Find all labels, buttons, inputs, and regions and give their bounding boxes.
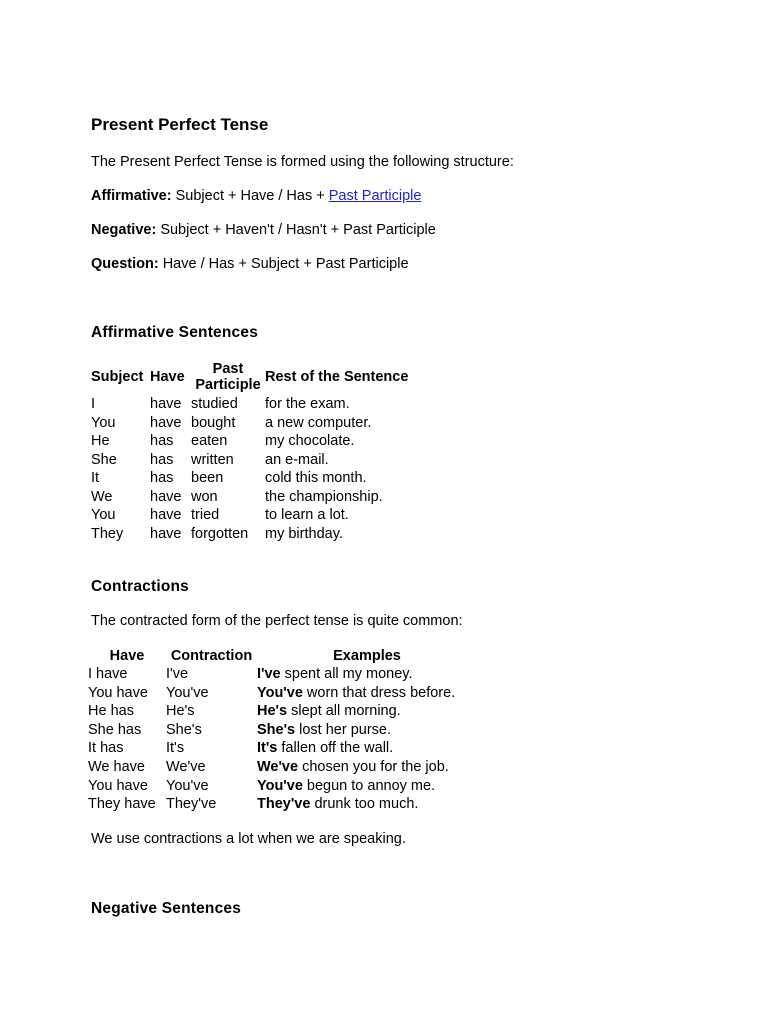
cell-participle: studied <box>191 396 238 412</box>
table-row <box>91 414 465 433</box>
cell-subject: It <box>91 470 100 486</box>
contractions-heading: Contractions <box>91 578 189 595</box>
cell-example <box>257 665 477 684</box>
cell-example <box>257 777 477 796</box>
contractions-outro: We use contractions a lot when we are speaking. <box>91 831 406 847</box>
table-row <box>91 395 465 414</box>
header-rest: Rest of the Sentence <box>265 369 409 385</box>
question-formula: Have / Has + Subject + Past Participle <box>162 256 409 272</box>
cell-contraction: She's <box>166 721 202 738</box>
cell-rest: the championship. <box>265 488 383 505</box>
table-row <box>88 665 477 684</box>
example-rest: drunk too much. <box>310 796 419 813</box>
table-row <box>88 777 477 796</box>
cell-participle: been <box>191 470 224 486</box>
table-row <box>91 432 465 451</box>
cell-have-full: You have <box>88 684 148 701</box>
cell-rest: an e-mail. <box>265 451 329 468</box>
cell-contraction: You've <box>166 684 209 701</box>
example-rest: slept all morning. <box>287 703 401 720</box>
negative-heading: Negative Sentences <box>91 900 242 917</box>
example-contraction: I've <box>257 666 281 682</box>
cell-rest: my birthday. <box>265 525 343 542</box>
cell-have-full: I have <box>88 666 128 682</box>
cell-participle: won <box>191 488 218 505</box>
contractions-table <box>88 647 477 814</box>
table-row <box>88 795 477 814</box>
example-contraction: He's <box>257 703 288 720</box>
cell-example <box>257 684 477 703</box>
cell-subject: She <box>91 451 117 468</box>
cell-have-full: We have <box>88 758 145 775</box>
example-rest: begun to annoy me. <box>302 777 436 794</box>
example-contraction: You've <box>257 777 303 794</box>
cell-example <box>257 702 477 721</box>
cell-have: have <box>150 396 182 412</box>
example-rest: spent all my money. <box>280 666 413 682</box>
cell-have-full: She has <box>88 721 142 738</box>
header-past-participle <box>191 359 265 395</box>
cell-participle: eaten <box>191 433 228 449</box>
header-subject: Subject <box>91 369 144 385</box>
cell-have: have <box>150 414 182 431</box>
cell-contraction: We've <box>166 758 206 775</box>
cell-have: have <box>150 488 182 505</box>
cell-subject: You <box>91 414 116 431</box>
affirmative-header-row <box>91 359 465 395</box>
table-row <box>91 525 465 544</box>
cell-subject: We <box>91 488 113 505</box>
table-row <box>88 702 477 721</box>
negative-label: Negative: <box>91 222 157 238</box>
contractions-table-body <box>88 665 477 814</box>
header-past-participle-line1: Past <box>212 361 244 377</box>
table-row <box>88 758 477 777</box>
example-rest: chosen you for the job. <box>298 758 449 775</box>
cell-have: has <box>150 433 174 449</box>
cell-example <box>257 721 477 740</box>
contractions-header-row <box>88 647 477 665</box>
cell-contraction: I've <box>166 666 189 682</box>
cell-contraction: You've <box>166 777 209 794</box>
cell-subject: They <box>91 525 124 542</box>
example-rest: fallen off the wall. <box>277 740 394 757</box>
cell-rest: to learn a lot. <box>265 507 349 523</box>
cell-rest: a new computer. <box>265 414 372 431</box>
cell-example <box>257 795 477 814</box>
cell-subject: You <box>91 507 116 523</box>
cell-have: have <box>150 507 182 523</box>
example-contraction: She's <box>257 721 296 738</box>
table-row <box>88 684 477 703</box>
cell-have-full: They have <box>88 796 156 813</box>
cell-participle: written <box>191 451 234 468</box>
header-have-full: Have <box>109 648 145 664</box>
cell-example <box>257 758 477 777</box>
cell-contraction: He's <box>166 703 195 720</box>
question-label: Question: <box>91 256 159 272</box>
cell-have: have <box>150 525 182 542</box>
cell-contraction: They've <box>166 796 217 813</box>
intro-paragraph: The Present Perfect Tense is formed using the following structure: <box>91 154 514 170</box>
cell-rest: cold this month. <box>265 470 367 486</box>
cell-example <box>257 739 477 758</box>
question-structure <box>91 256 409 272</box>
table-row <box>88 721 477 740</box>
cell-participle: bought <box>191 414 236 431</box>
cell-subject: I <box>91 396 96 412</box>
affirmative-label: Affirmative: <box>91 188 172 204</box>
header-examples: Examples <box>333 648 401 664</box>
table-row <box>91 506 465 525</box>
negative-structure <box>91 222 436 238</box>
cell-have-full: He has <box>88 703 134 720</box>
header-have: Have <box>150 369 185 385</box>
cell-have-full: You have <box>88 777 148 794</box>
affirmative-structure <box>91 188 421 204</box>
affirmative-table-body <box>91 395 465 543</box>
header-past-participle-line2: Participle <box>195 377 261 393</box>
cell-subject: He <box>91 433 110 449</box>
cell-contraction: It's <box>166 740 185 757</box>
cell-have: has <box>150 470 174 486</box>
table-row <box>88 739 477 758</box>
affirmative-heading: Affirmative Sentences <box>91 324 259 341</box>
example-contraction: They've <box>257 796 311 813</box>
table-row <box>91 451 465 470</box>
example-rest: lost her purse. <box>295 721 392 738</box>
example-contraction: We've <box>257 758 299 775</box>
past-participle-link[interactable]: Past Participle <box>328 188 422 204</box>
affirmative-formula: Subject + Have / Has + <box>175 188 325 204</box>
cell-participle: forgotten <box>191 525 249 542</box>
table-row <box>91 488 465 507</box>
table-row <box>91 469 465 488</box>
example-contraction: You've <box>257 684 303 701</box>
contractions-intro: The contracted form of the perfect tense is quite common: <box>91 613 463 629</box>
header-contraction: Contraction <box>170 648 253 664</box>
cell-participle: tried <box>191 507 220 523</box>
cell-have: has <box>150 451 174 468</box>
cell-rest: my chocolate. <box>265 433 355 449</box>
page-title: Present Perfect Tense <box>91 115 269 134</box>
cell-rest: for the exam. <box>265 396 350 412</box>
negative-formula: Subject + Haven't / Hasn't + Past Participle <box>160 222 436 238</box>
cell-have-full: It has <box>88 740 124 757</box>
example-contraction: It's <box>257 740 278 757</box>
affirmative-table <box>91 359 465 543</box>
example-rest: worn that dress before. <box>302 684 456 701</box>
